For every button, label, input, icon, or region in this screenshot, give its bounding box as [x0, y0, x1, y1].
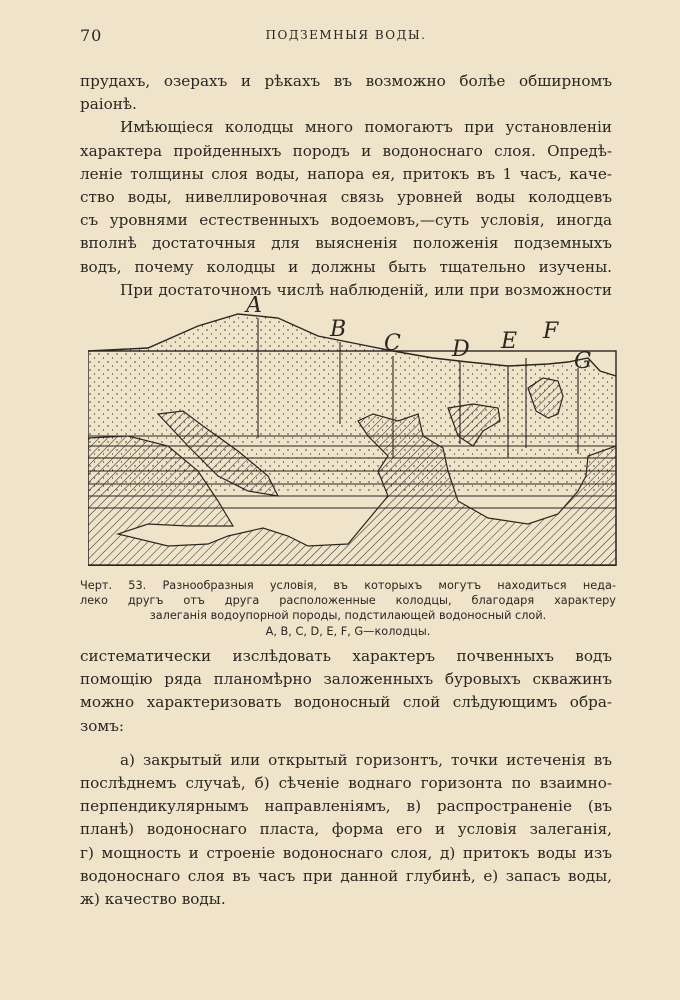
text-line: послѣднемъ случаѣ, б) сѣченіе воднаго горизонта по взаимно- — [80, 773, 612, 792]
text-line: съ уровнями естественныхъ водоемовъ,—суть условія, иногда — [80, 211, 612, 230]
text-block-bottom — [80, 645, 612, 911]
text-line: раіонѣ. — [80, 95, 137, 114]
text-block-top — [80, 70, 612, 302]
page-header — [80, 26, 612, 50]
text-line: При достаточномъ числѣ наблюденій, или при возможности — [120, 280, 612, 299]
text-line: можно характеризовать водоносный слой слѣдующимъ обра- — [80, 693, 612, 712]
text-line: прудахъ, озерахъ и рѣкахъ въ возможно болѣе обширномъ — [80, 72, 612, 90]
text-line: характера пройденныхъ породъ и водоноснаго слоя. Опредѣ- — [80, 141, 612, 160]
text-line: ж) качество воды. — [80, 889, 226, 908]
paragraph-gap — [80, 738, 612, 749]
well-label-D: D — [452, 337, 470, 362]
text-line: леніе толщины слоя воды, напора ея, притокъ въ 1 часъ, каче- — [80, 164, 612, 183]
text-line: систематически изслѣдовать характеръ почвенныхъ водъ — [80, 647, 612, 665]
text-line: планѣ) водоноснаго пласта, форма его и условія залеганія, — [80, 820, 612, 839]
text-line: перпендикулярнымъ направленіямъ, в) распространеніе (въ — [80, 797, 612, 816]
page-number: 70 — [80, 26, 103, 45]
text-line: зомъ: — [80, 716, 125, 735]
text-line: а) закрытый или открытый горизонтъ, точки истеченія въ — [120, 750, 612, 769]
well-label-G: G — [574, 349, 592, 374]
running-title: ПОДЗЕМНЫЯ ВОДЫ. — [265, 28, 427, 42]
well-label-C: C — [384, 331, 401, 356]
geological-cross-section-figure — [88, 296, 618, 571]
well-label-B: B — [330, 317, 347, 342]
text-line: ство воды, нивеллировочная связь уровней воды колодцевъ — [80, 187, 612, 206]
well-label-E: E — [501, 329, 518, 354]
caption-line: Черт. 53. Разнообразныя условія, въ которыхъ могутъ находиться неда- — [80, 579, 616, 592]
text-line: помощію ряда планомѣрно заложенныхъ буровыхъ скважинъ — [80, 670, 612, 689]
well-label-A: A — [246, 296, 262, 318]
figure-caption — [80, 578, 616, 639]
text-line: вполнѣ достаточныя для выясненія положенія подземныхъ — [80, 234, 612, 253]
caption-line: залеганія водоупорной породы, подстилающей водоносный слой. — [149, 609, 547, 623]
text-line: г) мощность и строеніе водоноснаго слоя, д) притокъ воды изъ — [80, 843, 612, 862]
text-line: водъ, почему колодцы и должны быть тщательно изучены. — [80, 257, 612, 276]
text-line: водоноснаго слоя въ часъ при данной глубинѣ, е) запасъ воды, — [80, 866, 612, 885]
text-line: Имѣющіеся колодцы много помогаютъ при установленіи — [120, 118, 612, 137]
well-label-F: F — [543, 319, 559, 344]
caption-line: A, B, C, D, E, F, G—колодцы. — [265, 624, 431, 638]
caption-line: леко другъ отъ друга расположенные колодцы, благодаря характеру — [80, 594, 616, 608]
